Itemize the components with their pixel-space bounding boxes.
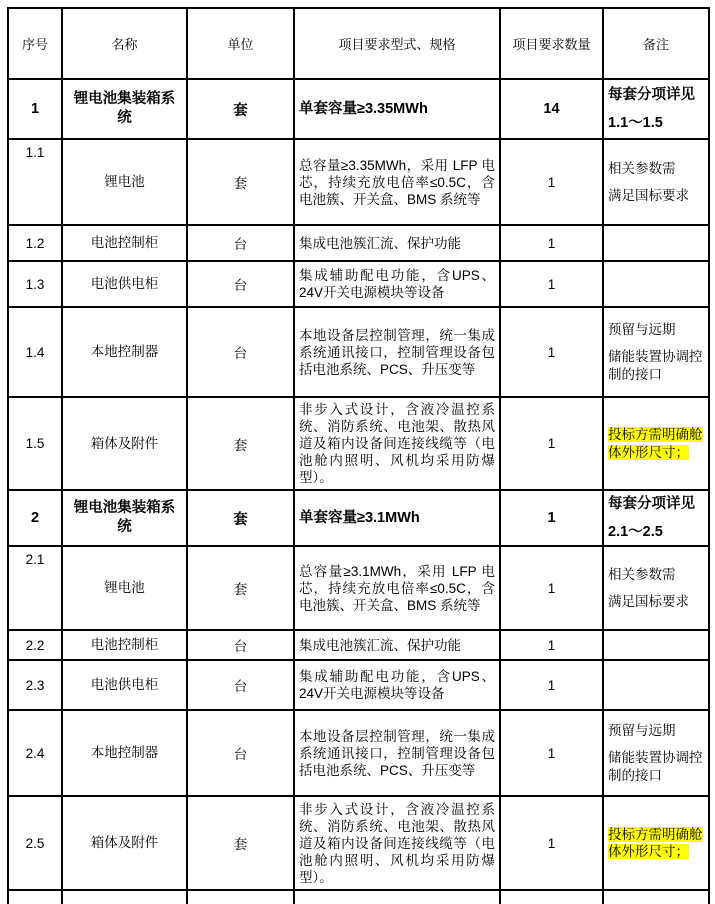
cell-unit: 台 — [187, 710, 294, 796]
cell-unit: 台 — [187, 225, 294, 261]
cell-unit: 台 — [187, 660, 294, 710]
table-row — [8, 397, 709, 490]
cell-remark — [603, 490, 709, 546]
table-row — [8, 546, 709, 630]
table-body — [8, 79, 709, 904]
header-serial-number: 序号 — [8, 8, 62, 79]
cell-remark — [603, 630, 709, 660]
cell-spec: 总容量≥3.35MWh，采用 LFP 电芯，持续充放电倍率≤0.5C，含电池簇、开关盒、BMS 系统等 — [294, 139, 500, 225]
table-row — [8, 630, 709, 660]
cell-remark — [603, 307, 709, 397]
table-row — [8, 79, 709, 139]
remark-paragraph: 相关参数需 — [608, 566, 676, 582]
cell-name: 箱体及附件 — [62, 397, 187, 490]
header-unit: 单位 — [187, 8, 294, 79]
cell-name: 锂电池集装箱系统 — [62, 490, 187, 546]
cell-name: 电池控制柜 — [62, 225, 187, 261]
header-remark: 备注 — [603, 8, 709, 79]
remark-paragraph: 预留与远期 — [608, 722, 676, 738]
table-row — [8, 490, 709, 546]
cell-serial-number: 1 — [8, 79, 62, 139]
cell-unit: 套 — [187, 139, 294, 225]
cell-name: 锂电池集装箱系统 — [62, 79, 187, 139]
cell-name: 本地控制器 — [62, 710, 187, 796]
cell-name — [62, 890, 187, 904]
remark-paragraph: 每套分项详见 — [608, 496, 695, 512]
cell-spec: 单套容量≥3.35MWh — [294, 79, 500, 139]
remark-paragraph: 相关参数需 — [608, 160, 676, 176]
cell-quantity: 1 — [500, 796, 603, 890]
table-row — [8, 796, 709, 890]
cell-quantity: 1 — [500, 660, 603, 710]
cell-unit — [187, 890, 294, 904]
cell-quantity: 1 — [500, 630, 603, 660]
cell-spec: 集成电池簇汇流、保护功能 — [294, 630, 500, 660]
cell-unit: 套 — [187, 79, 294, 139]
cell-serial-number: 2.1 — [8, 546, 62, 630]
cell-remark — [603, 261, 709, 307]
remark-paragraph: 满足国标要求 — [608, 594, 689, 609]
cell-unit: 套 — [187, 490, 294, 546]
cell-spec — [294, 890, 500, 904]
cell-quantity: 1 — [500, 139, 603, 225]
remark-paragraph: 满足国标要求 — [608, 188, 689, 203]
cell-quantity: 1 — [500, 546, 603, 630]
table-row-partial — [8, 890, 709, 904]
cell-quantity: 1 — [500, 307, 603, 397]
cell-quantity: 1 — [500, 397, 603, 490]
cell-serial-number — [8, 890, 62, 904]
cell-unit: 套 — [187, 397, 294, 490]
remark-paragraph: 1.1～1.5 — [608, 115, 663, 131]
cell-quantity: 14 — [500, 79, 603, 139]
cell-unit: 台 — [187, 307, 294, 397]
cell-quantity: 1 — [500, 490, 603, 546]
cell-unit: 套 — [187, 796, 294, 890]
header-spec: 项目要求型式、规格 — [294, 8, 500, 79]
highlighted-text: 投标方需明确舱体外形尺寸； — [608, 427, 703, 460]
cell-spec: 本地设备层控制管理，统一集成系统通讯接口，控制管理设备包括电池系统、PCS、升压变等 — [294, 307, 500, 397]
cell-unit: 台 — [187, 261, 294, 307]
cell-remark — [603, 546, 709, 630]
table-row — [8, 139, 709, 225]
cell-spec: 本地设备层控制管理，统一集成系统通讯接口，控制管理设备包括电池系统、PCS、升压变等 — [294, 710, 500, 796]
cell-remark — [603, 225, 709, 261]
cell-serial-number: 1.1 — [8, 139, 62, 225]
requirements-table — [7, 7, 710, 904]
cell-unit: 套 — [187, 546, 294, 630]
table-row — [8, 710, 709, 796]
cell-serial-number: 1.5 — [8, 397, 62, 490]
cell-serial-number: 2.3 — [8, 660, 62, 710]
cell-spec: 总容量≥3.1MWh，采用 LFP 电芯，持续充放电倍率≤0.5C，含电池簇、开关盒、BMS 系统等 — [294, 546, 500, 630]
header-name: 名称 — [62, 8, 187, 79]
cell-name: 箱体及附件 — [62, 796, 187, 890]
cell-serial-number: 1.3 — [8, 261, 62, 307]
cell-unit: 台 — [187, 630, 294, 660]
cell-name: 电池控制柜 — [62, 630, 187, 660]
table-row — [8, 261, 709, 307]
cell-spec: 集成辅助配电功能，含UPS、24V开关电源模块等设备 — [294, 261, 500, 307]
highlighted-text: 投标方需明确舱体外形尺寸； — [608, 826, 703, 859]
cell-remark — [603, 660, 709, 710]
cell-quantity: 1 — [500, 225, 603, 261]
cell-remark — [603, 397, 709, 490]
cell-remark — [603, 79, 709, 139]
cell-spec: 非步入式设计，含液冷温控系统、消防系统、电池架、散热风道及箱内设备间连接线缆等（电池舱内照明、风机均采用防爆型）。 — [294, 397, 500, 490]
cell-remark — [603, 796, 709, 890]
cell-spec: 非步入式设计，含液冷温控系统、消防系统、电池架、散热风道及箱内设备间连接线缆等（电池舱内照明、风机均采用防爆型）。 — [294, 796, 500, 890]
cell-name: 锂电池 — [62, 546, 187, 630]
table-row — [8, 307, 709, 397]
remark-paragraph: 储能装置协调控制的接口 — [608, 349, 703, 382]
cell-serial-number: 2.5 — [8, 796, 62, 890]
cell-quantity — [500, 890, 603, 904]
cell-spec: 集成电池簇汇流、保护功能 — [294, 225, 500, 261]
cell-serial-number: 2.2 — [8, 630, 62, 660]
cell-spec: 集成辅助配电功能，含UPS、24V开关电源模块等设备 — [294, 660, 500, 710]
remark-paragraph: 2.1～2.5 — [608, 524, 663, 540]
cell-quantity: 1 — [500, 710, 603, 796]
cell-name: 本地控制器 — [62, 307, 187, 397]
cell-serial-number: 1.4 — [8, 307, 62, 397]
table-row — [8, 225, 709, 261]
remark-paragraph: 每套分项详见 — [608, 87, 695, 103]
cell-name: 电池供电柜 — [62, 660, 187, 710]
table-header — [8, 8, 709, 79]
remark-paragraph: 预留与远期 — [608, 321, 676, 337]
remark-paragraph — [608, 426, 704, 461]
table-row — [8, 660, 709, 710]
remark-paragraph: 储能装置协调控制的接口 — [608, 750, 703, 783]
cell-name: 锂电池 — [62, 139, 187, 225]
cell-serial-number: 2 — [8, 490, 62, 546]
remark-paragraph — [608, 826, 704, 861]
cell-serial-number: 1.2 — [8, 225, 62, 261]
cell-name: 电池供电柜 — [62, 261, 187, 307]
cell-remark — [603, 890, 709, 904]
cell-remark — [603, 710, 709, 796]
cell-quantity: 1 — [500, 261, 603, 307]
cell-spec: 单套容量≥3.1MWh — [294, 490, 500, 546]
cell-remark — [603, 139, 709, 225]
header-quantity: 项目要求数量 — [500, 8, 603, 79]
header-row — [8, 8, 709, 79]
cell-serial-number: 2.4 — [8, 710, 62, 796]
